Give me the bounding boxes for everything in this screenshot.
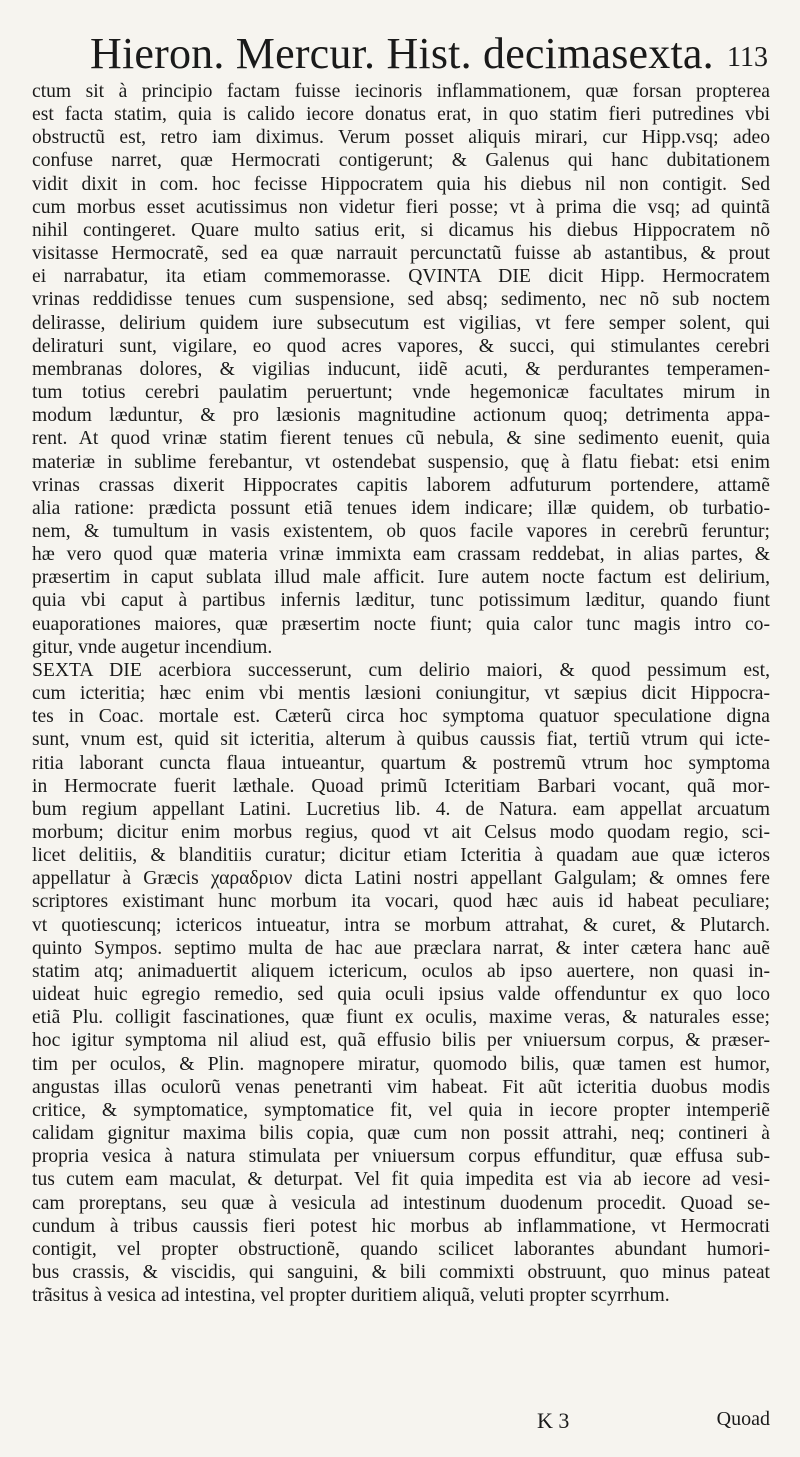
- text-line: euaporationes maiores, quæ præsertim nocte fiunt; quia calor tunc magis intro co-: [32, 613, 770, 635]
- text-line: visitasse Hermocratẽ, sed ea quæ narrauit percunctatũ fuisse ab astantibus, & prout: [32, 243, 770, 265]
- text-line: SEXTA DIE acerbiora successerunt, cum delirio maiori, & quod pessimum est,: [32, 659, 770, 681]
- text-line: tim per oculos, & Plin. magnopere miratur, quomodo bilis, quæ tamen est humor,: [32, 1053, 770, 1075]
- text-line: angustas illas oculorũ venas penetranti vim habeat. Fit aũt icteritia duobus modis: [32, 1076, 770, 1098]
- text-line: ritia laborant cuncta flaua intueantur, quartum & postremũ vtrum hoc symptoma: [32, 752, 770, 774]
- text-line: modum læduntur, & pro læsionis magnitudine actionum quoq; detrimenta appa-: [32, 405, 770, 427]
- text-line: tum totius cerebri paulatim peruertunt; vnde hegemonicæ facultates mirum in: [32, 382, 770, 404]
- text-line: in Hermocrate fuerit læthale. Quoad primũ Icteritiam Barbari vocant, quã mor-: [32, 775, 770, 797]
- text-line: vrinas reddidisse tenues cum suspensione, sed absq; sedimento, nec nõ sub noctem: [32, 289, 770, 311]
- text-line: cum icteritia; hæc enim vbi mentis læsioni coniungitur, vt sæpius dicit Hippocra-: [32, 683, 770, 705]
- body-text: [32, 80, 770, 1307]
- text-line: contigit, vel propter obstructionẽ, quando scilicet laborantes abundant humori-: [32, 1238, 770, 1260]
- catchword: Quoad: [716, 1408, 770, 1430]
- text-line: hæ vero quod quæ materia vrinæ immixta eam crassam reddebat, in alias partes, &: [32, 544, 770, 566]
- text-line: nem, & tumultum in vasis existentem, ob quos facile vapores in cerebrũ feruntur;: [32, 520, 770, 542]
- text-line: cum morbus esset acutissimus non videtur fieri posse; vt à prima die vsq; ad quintã: [32, 196, 770, 218]
- text-line: gitur, vnde augetur incendium.: [32, 636, 273, 658]
- text-line: scriptores existimant hunc morbum ita vocari, quod hæc auis id habeat peculiare;: [32, 891, 770, 913]
- text-line: vidit dixit in com. hoc fecisse Hippocratem quia his diebus nil non contigit. Sed: [32, 173, 770, 195]
- text-line: licet delitiis, & blanditiis curatur; dicitur etiam Icteritia à quadam aue quæ icteros: [32, 845, 770, 867]
- text-line: uideat huic egregio remedio, sed quia oculi ipsius valde offenduntur ex quo loco: [32, 984, 770, 1006]
- text-line: alia ratione: prædicta possunt etiã tenues idem indicare; illæ quidem, ob turbatio-: [32, 497, 770, 519]
- paragraph-2: [32, 659, 770, 1307]
- text-line: vt quotiescunq; ictericos intueatur, intra se morbum attrahat, & curet, & Plutarch.: [32, 914, 770, 936]
- text-line: membranas dolores, & vigilias inducunt, iidẽ acuti, & perdurantes temperamen-: [32, 358, 770, 380]
- text-line: cam proreptans, seu quæ à vesicula ad intestinum duodenum procedit. Quoad se-: [32, 1192, 770, 1214]
- text-line: tus cutem eam maculat, & deturpat. Vel fit quia impedita est via ab iecore ad vesi-: [32, 1169, 770, 1191]
- text-line: deliraturi sunt, vigilare, eo quod acres vapores, & succi, qui stimulantes cerebri: [32, 335, 770, 357]
- running-title: Hieron. Mercur. Hist. decimasexta.: [90, 29, 714, 78]
- text-line: vrinas crassas dixerit Hippocrates capitis laborem adfuturum portendere, attamẽ: [32, 474, 770, 496]
- text-line: præsertim in caput sublata illud male afficit. Iure autem nocte factum est delirium,: [32, 567, 770, 589]
- text-line: quinto Sympos. septimo multa de hac aue præclara narrat, & inter cætera hanc auẽ: [32, 937, 770, 959]
- text-line: critice, & symptomatice, symptomatice fit, vel quia in iecore propter intemperiẽ: [32, 1099, 770, 1121]
- text-line: sunt, vnum est, quid sit icteritia, alterum à quibus caussis fiat, tertiũ vtrum qui icte-: [32, 729, 770, 751]
- text-line: appellatur à Græcis χαραδριον dicta Latini nostri appellant Galgulam; & omnes fere: [32, 868, 770, 890]
- text-line: delirasse, delirium quidem iure subsecutum est vigilias, vt fere semper solent, qui: [32, 312, 770, 334]
- text-line: ctum sit à principio factam fuisse iecinoris inflammationem, quæ forsan propterea: [32, 81, 770, 102]
- text-line: est facta statim, quia is calido iecore donatus erat, in quo statim fieri putredines vbi: [32, 104, 770, 126]
- text-line: confuse narret, quæ Hermocrati contigerunt; & Galenus qui hanc dubitationem: [32, 150, 770, 172]
- text-line: statim atq; animaduertit aliquem ictericum, oculos ab ipso auertere, non quasi in-: [32, 960, 770, 982]
- text-line: nihil contingeret. Quare multo satius erit, si dicamus his diebus Hippocratem nõ: [32, 219, 770, 241]
- text-line: quia vbi caput à partibus infernis læditur, tunc potissimum læditur, quando fiunt: [32, 590, 770, 612]
- text-line: calidam gignitur maxima bilis copia, quæ cum non possit attrahi, neq; contineri à: [32, 1123, 770, 1145]
- page-footer: [32, 1406, 770, 1436]
- text-line: obstructũ est, retro iam diximus. Verum posset aliquis mirari, cur Hipp.vsq; adeo: [32, 127, 770, 149]
- text-line: rent. At quod vrinæ statim fierent tenues cũ nebula, & sine sedimento euenit, quia: [32, 428, 770, 450]
- folio-number: 113: [727, 42, 768, 73]
- text-line: bum regium appellant Latini. Lucretius lib. 4. de Natura. eam appellat arcuatum: [32, 798, 770, 820]
- text-line: propria vesica à natura stimulata per vniuersum corpus effunditur, quæ effusa sub-: [32, 1146, 770, 1168]
- text-line: cundum à tribus caussis fieri potest hic morbus ab inflammatione, vt Hermocrati: [32, 1215, 770, 1237]
- text-line: materiæ in sublime ferebantur, vt ostendebat suspensio, quę à flatu fiebat: etsi enim: [32, 451, 770, 473]
- text-line: bus crassis, & viscidis, qui sanguini, & bili commixti obstruunt, quo minus pateat: [32, 1261, 770, 1283]
- text-line: hoc igitur symptoma nil aliud est, quã effusio bilis per vniuersum corpus, & præser-: [32, 1030, 770, 1052]
- text-line: morbum; dicitur enim morbus regius, quod vt ait Celsus modo quodam regio, sci-: [32, 822, 770, 843]
- text-line: etiã Plu. colligit fascinationes, quæ fiunt ex oculis, maxime veras, & naturales esse;: [32, 1007, 770, 1029]
- text-line: trãsitus à vesica ad intestina, vel propter duritiem aliquã, veluti propter scyrrhum.: [32, 1285, 670, 1307]
- text-line: tes in Coac. mortale est. Cæterũ circa hoc symptoma quatuor speculatione digna: [32, 706, 770, 728]
- text-line: ei narrabatur, ita etiam commemorasse. QVINTA DIE dicit Hipp. Hermocratem: [32, 266, 770, 288]
- page-header: [32, 22, 770, 80]
- paragraph-1: [32, 80, 770, 659]
- signature-mark: K 3: [537, 1408, 570, 1433]
